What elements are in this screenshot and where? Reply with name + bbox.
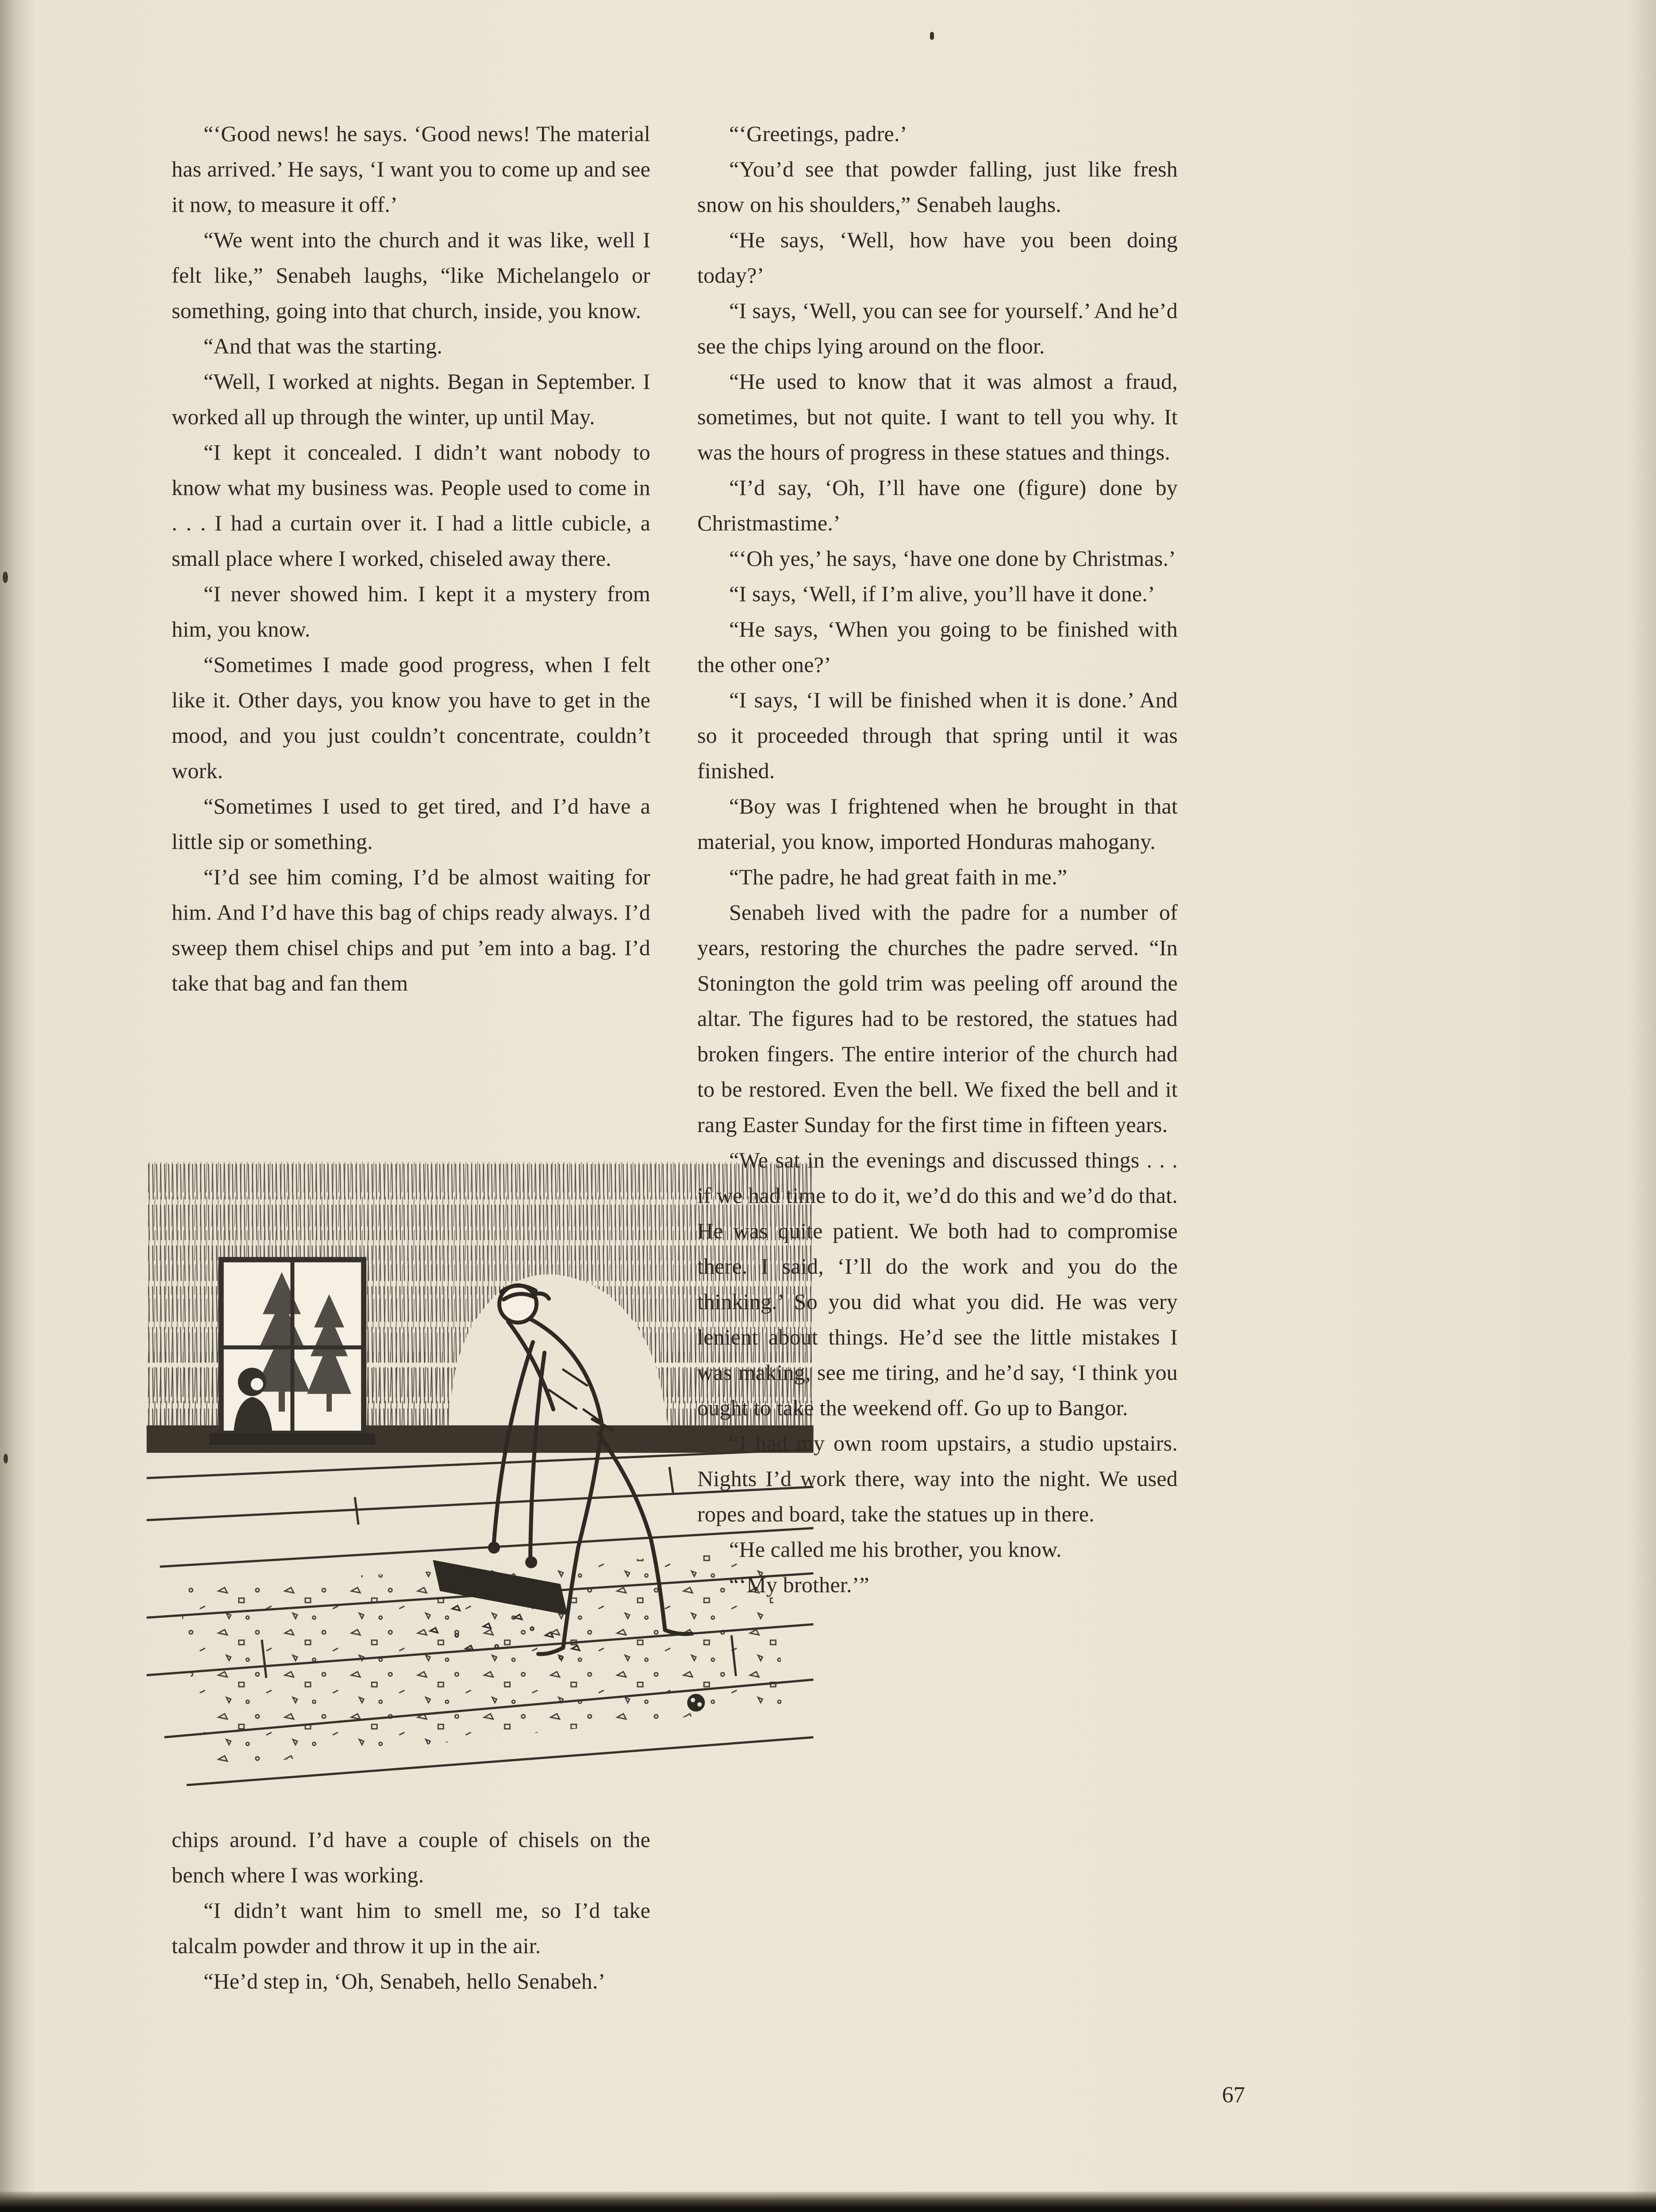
paragraph: “I had my own room upstairs, a studio upstairs. Nights I’d work there, way into the night. We used ropes and board, take the statues up in there. xyxy=(697,1431,1178,1526)
paragraph: “He used to know that it was almost a fraud, sometimes, but not quite. I want to tell you why. It was the hours of progress in these statues and things. xyxy=(697,369,1178,465)
paragraph: “Well, I worked at nights. Began in September. I worked all up through the winter, up until May. xyxy=(172,369,650,429)
paragraph: “Boy was I frightened when he brought in that material, you know, imported Honduras mahogany. xyxy=(697,794,1178,854)
paragraph: “I says, ‘Well, you can see for yourself.’ And he’d see the chips lying around on the floor. xyxy=(697,298,1178,358)
paragraph: “He says, ‘When you going to be finished with the other one?’ xyxy=(697,617,1178,677)
scan-edge-bottom xyxy=(0,2192,1656,2212)
paragraph: “We sat in the evenings and discussed things . . . if we had time to do it, we’d do this and we’d do that. He was quite patient. We both had to compromise there. I said, ‘I’ll do the work and you do the thinking.’ So you did what you did. He was very lenient about things. He’d see the little mistakes I was making, see me tiring, and he’d say, ‘I think you ought to take the weekend off. Go up to Bangor. xyxy=(697,1148,1178,1420)
scan-speck xyxy=(4,1454,8,1463)
paragraph: “Sometimes I used to get tired, and I’d have a little sip or something. xyxy=(172,794,650,854)
paragraph: “You’d see that powder falling, just like fresh snow on his shoulders,” Senabeh laughs. xyxy=(697,157,1178,217)
paragraph: “‘Oh yes,’ he says, ‘have one done by Christmas.’ xyxy=(729,546,1176,571)
paragraph: “I says, ‘I will be finished when it is done.’ And so it proceeded through that spring until it was finished. xyxy=(697,687,1178,783)
page-number: 67 xyxy=(1222,2082,1245,2108)
paragraph: Senabeh lived with the padre for a number of years, restoring the churches the padre served. “In Stonington the gold trim was peeling off around the altar. The figures had to be restored, the statues had broken fingers. The entire interior of the church had to be restored. Even the bell. We fixed the bell and it rang Easter Sunday for the first time in fifteen years. xyxy=(697,900,1178,1137)
paragraph: “He called me his brother, you know. xyxy=(729,1537,1062,1562)
paragraph: “I didn’t want him to smell me, so I’d take talcalm powder and throw it up in the air. xyxy=(172,1898,650,1958)
right-column xyxy=(697,116,1178,1602)
scan-shadow-left xyxy=(0,0,35,2212)
scan-shadow-right xyxy=(1629,0,1656,2212)
paragraph: “I says, ‘Well, if I’m alive, you’ll have it done.’ xyxy=(729,581,1155,606)
left-column-lower xyxy=(172,1822,650,1999)
paragraph: “‘My brother.’” xyxy=(729,1572,869,1597)
paragraph: “I’d say, ‘Oh, I’ll have one (figure) done by Christmastime.’ xyxy=(697,475,1178,535)
window-sill xyxy=(210,1433,376,1445)
scan-speck xyxy=(3,572,8,583)
paragraph: “I kept it concealed. I didn’t want nobody to know what my business was. People used to come in . . . I had a curtain over it. I had a little cubicle, a small place where I worked, chiseled away there. xyxy=(172,440,650,571)
paragraph: chips around. I’d have a couple of chisels on the bench where I was working. xyxy=(172,1827,650,1887)
artist-chop xyxy=(687,1694,705,1712)
window-drawing xyxy=(210,1260,376,1445)
paragraph: “He’d step in, ‘Oh, Senabeh, hello Senabeh.’ xyxy=(204,1969,606,1993)
paragraph: “‘Greetings, padre.’ xyxy=(729,121,907,146)
paragraph: “I’d see him coming, I’d be almost waiting for him. And I’d have this bag of chips ready always. I’d sweep them chisel chips and put ’em into a bag. I’d take that bag and fan them xyxy=(172,864,650,995)
paragraph: “The padre, he had great faith in me.” xyxy=(729,864,1068,889)
paragraph: “We went into the church and it was like, well I felt like,” Senabeh laughs, “like Michelangelo or something, going into that church, inside, you know. xyxy=(172,227,650,323)
paragraph: “Sometimes I made good progress, when I felt like it. Other days, you know you have to get in the mood, and you just couldn’t concentrate, couldn’t work. xyxy=(172,652,650,783)
paragraph: “I never showed him. I kept it a mystery from him, you know. xyxy=(172,581,650,641)
paragraph: “He says, ‘Well, how have you been doing today?’ xyxy=(697,227,1178,288)
paragraph: “‘Good news! he says. ‘Good news! The material has arrived.’ He says, ‘I want you to come up and see it now, to measure it off.’ xyxy=(172,121,650,217)
paragraph: “And that was the starting. xyxy=(204,334,442,358)
scan-speck xyxy=(930,32,934,40)
left-column-upper xyxy=(172,116,650,1001)
